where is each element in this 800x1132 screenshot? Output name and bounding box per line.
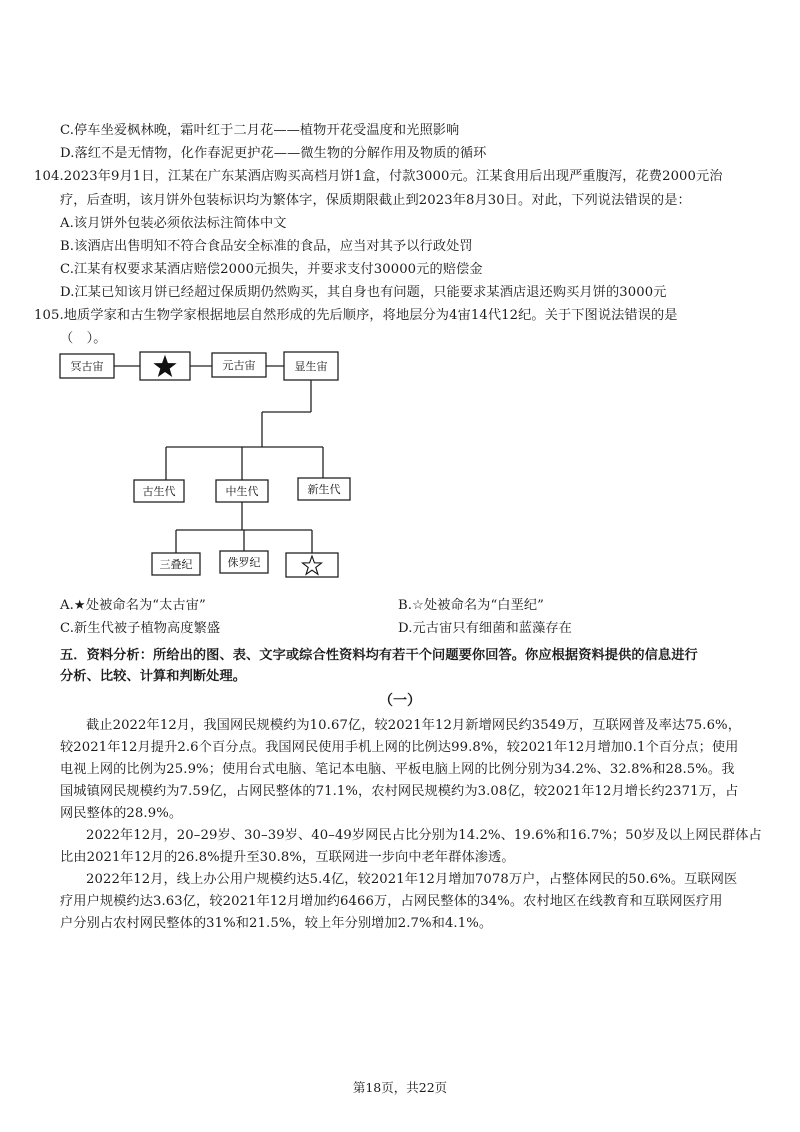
q104-option-c: C.江某有权要求某酒店赔偿2000元损失，并要求支付30000元的赔偿金 [60,262,483,277]
q104-option-b: B.该酒店出售明知不符合食品安全标准的食品，应当对其予以行政处罚 [60,239,473,254]
q105-option-b: B.☆处被命名为“白垩纪” [398,598,544,613]
q105-stem-line-2: （ ）。 [60,331,107,346]
paragraph-2-line-2: 比由2021年12月的26.8%提升至30.8%，互联网进一步向中老年群体渗透。 [60,850,515,865]
paragraph-1-line-3: 电视上网的比例为25.9%；使用台式电脑、笔记本电脑、平板电脑上网的比例分别为34.2%、32.8%和28.5%。我 [60,762,735,777]
section-5-title-line-2: 分析、比较、计算和判断处理。 [60,669,247,684]
page-footer: 第18页，共22页 [352,1080,448,1095]
eon-label-3: 元古宙 [222,359,256,372]
q105-option-d: D.元古宙只有细菌和蓝藻存在 [398,621,572,636]
era-label-2: 中生代 [225,485,259,498]
q105-option-c: C.新生代被子植物高度繁盛 [60,621,221,636]
q104-option-a: A.该月饼外包装必须依法标注简体中文 [60,216,287,231]
eon-label-1: 冥古宙 [70,360,104,373]
period-label-2: 侏罗纪 [227,556,261,569]
q104-stem-line-1: 104.2023年9月1日，江某在广东某酒店购买高档月饼1盒，付款3000元。江某食用后出现严重腹泻，花费2000元治 [34,169,723,184]
eon-label-4: 显生宙 [294,360,328,373]
paragraph-2-line-1: 2022年12月，20–29岁、30–39岁、40–49岁网民占比分别为14.2%、19.6%和16.7%；50岁及以上网民群体占 [86,828,762,843]
q104-stem-line-2: 疗，后查明，该月饼外包装标识均为繁体字，保质期限截止到2023年8月30日。对此，下列说法错误的是： [60,193,691,208]
era-label-3: 新生代 [307,483,341,496]
part-heading: （一） [379,693,421,709]
q104-option-d: D.江某已知该月饼已经超过保质期仍然购买，其自身也有问题，只能要求某酒店退还购买月饼的3000元 [60,285,667,300]
era-label-1: 古生代 [142,485,176,498]
paragraph-1-line-2: 较2021年12月提升2.6个百分点。我国网民使用手机上网的比例达99.8%，较2021年12月增加0.1个百分点；使用 [60,740,739,755]
paragraph-3-line-1: 2022年12月，线上办公用户规模约达5.4亿，较2021年12月增加7078万户，占整体网民的50.6%。互联网医 [86,872,738,887]
paragraph-3-line-3: 户分别占农村网民整体的31%和21.5%，较上年分别增加2.7%和4.1%。 [60,916,493,931]
paragraph-3-line-2: 疗用户规模约达3.63亿，较2021年12月增加约6466万，占网民整体的34%。农村地区在线教育和互联网医疗用 [60,894,723,909]
option-c-prev: C.停车坐爱枫林晚，霜叶红于二月花——植物开花受温度和光照影响 [60,123,460,138]
period-label-1: 三叠纪 [159,558,193,571]
section-5-title-line-1: 五．资料分析：所给出的图、表、文字或综合性资料均有若干个问题要你回答。你应根据资料提供的信息进行 [60,648,698,663]
q105-stem-line-1: 105.地质学家和古生物学家根据地层自然形成的先后顺序，将地层分为4宙14代12纪。关于下图说法错误的是 [34,308,678,323]
q105-option-a: A.★处被命名为“太古宙” [60,598,206,613]
paragraph-1-line-1: 截止2022年12月，我国网民规模约为10.67亿，较2021年12月新增网民约3549万，互联网普及率达75.6%， [86,718,741,733]
option-d-prev: D.落红不是无情物，化作春泥更护花——微生物的分解作用及物质的循环 [60,146,487,161]
paragraph-1-line-4: 国城镇网民规模约为7.59亿，占网民整体的71.1%，农村网民规模约为3.08亿，较2021年12月增长约2371万，占 [60,784,739,799]
paragraph-1-line-5: 网民整体的28.9%。 [60,806,183,821]
